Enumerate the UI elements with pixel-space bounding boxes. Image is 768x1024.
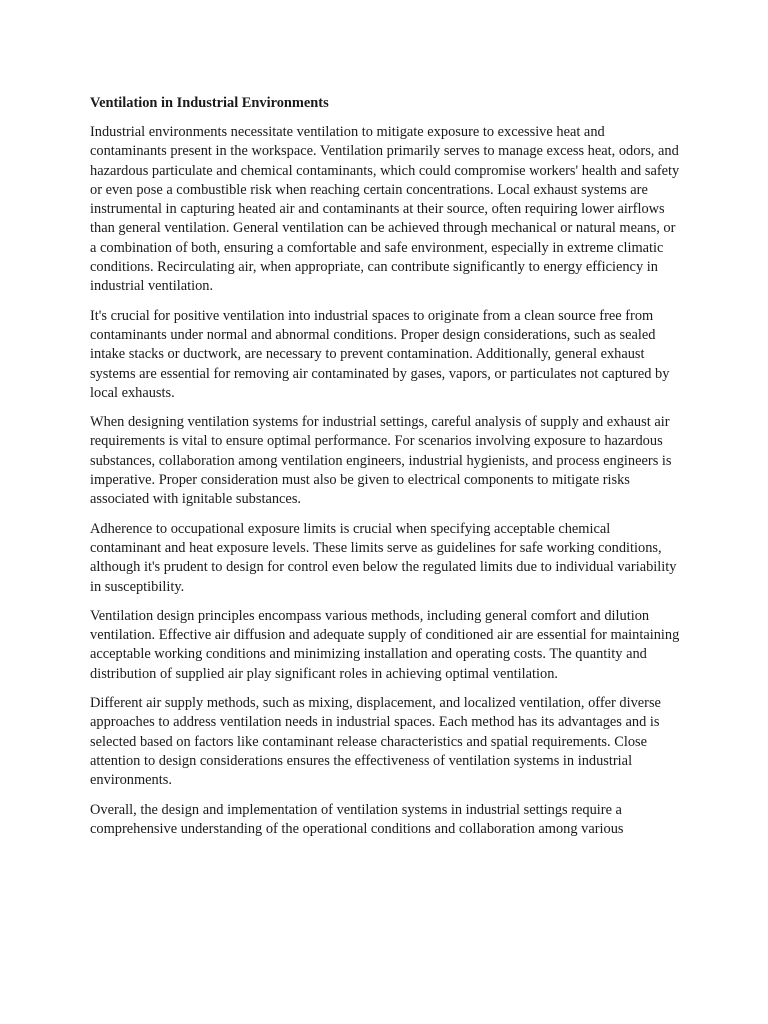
paragraph-1: Industrial environments necessitate ventilation to mitigate exposure to excessive heat and contaminants present in the workspace. Ventilation primarily serves to manage excess heat, odors, and hazardous particulate and chemical contaminants, which could compromise workers' health and safety or even pose a combustible risk when reaching certain concentrations. Local exhaust systems are instrumental in capturing heated air and contaminants at their source, often requiring lower airflows than general ventilation. General ventilation can be achieved through mechanical or natural means, or a combination of both, ensuring a comfortable and safe environment, especially in extreme climatic conditions. Recirculating air, when appropriate, can contribute significantly to energy efficiency in industrial ventilation. [90,124,680,295]
paragraph-7: Overall, the design and implementation of ventilation systems in industrial settings require a comprehensive understanding of the operational conditions and collaboration among various [90,801,624,837]
paragraph-2: It's crucial for positive ventilation into industrial spaces to originate from a clean source free from contaminants under normal and abnormal conditions. Proper design considerations, such as sealed intake stacks or ductwork, are necessary to prevent contamination. Additionally, general exhaust systems are essential for removing air contaminated by gases, vapors, or particulates not captured by local exhausts. [90,307,670,401]
document-title: Ventilation in Industrial Environments [90,95,329,111]
paragraph-6: Different air supply methods, such as mixing, displacement, and localized ventilation, offer diverse approaches to address ventilation needs in industrial spaces. Each method has its advantages and is selected based on factors like contaminant release characteristics and spatial requirements. Close attention to design considerations ensures the effectiveness of ventilation systems in industrial environments. [90,695,661,789]
paragraph-5: Ventilation design principles encompass various methods, including general comfort and dilution ventilation. Effective air diffusion and adequate supply of conditioned air are essential for maintaining acceptable working conditions and minimizing installation and operating costs. The quantity and distribution of supplied air play significant roles in achieving optimal ventilation. [90,607,680,682]
paragraph-3: When designing ventilation systems for industrial settings, careful analysis of supply and exhaust air requirements is vital to ensure optimal performance. For scenarios involving exposure to hazardous substances, collaboration among ventilation engineers, industrial hygienists, and process engineers is imperative. Proper consideration must also be given to electrical components to mitigate risks associated with ignitable substances. [90,414,672,508]
paragraph-4: Adherence to occupational exposure limits is crucial when specifying acceptable chemical contaminant and heat exposure levels. These limits serve as guidelines for safe working conditions, although it's prudent to design for control even below the regulated limits due to individual variability in susceptibility. [90,520,677,595]
